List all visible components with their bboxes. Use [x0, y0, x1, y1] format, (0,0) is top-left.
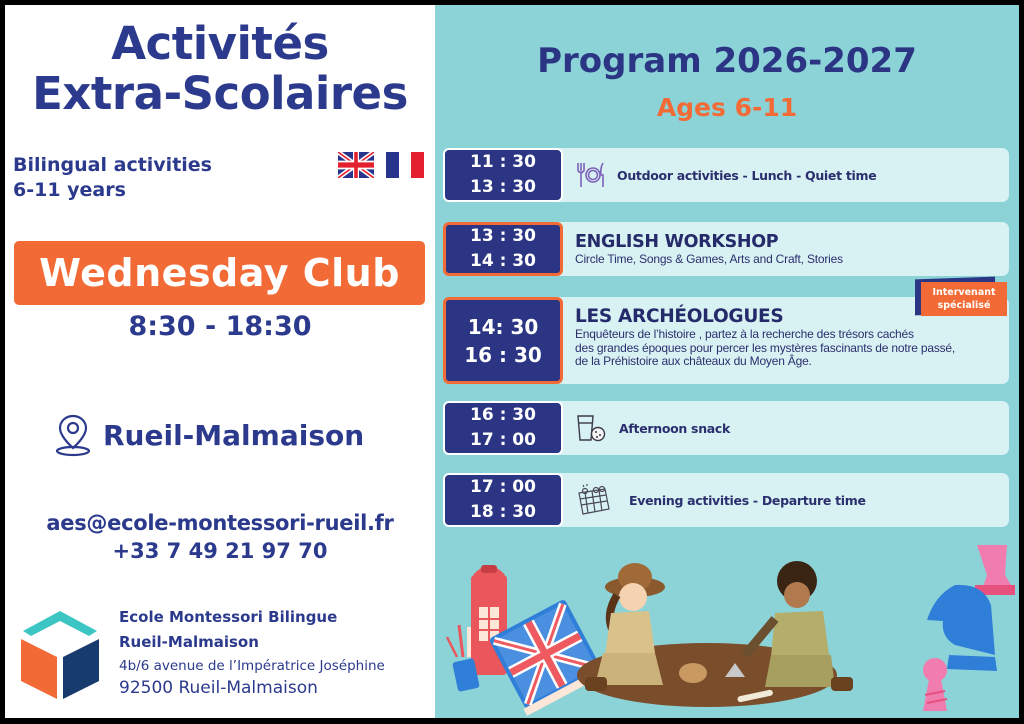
school-name-line-1: Ecole Montessori Bilingue	[119, 608, 338, 626]
right-panel	[435, 5, 1019, 718]
subtitle-line-2: 6-11 years	[13, 179, 126, 201]
schedule-body	[575, 473, 1001, 527]
workshop-description-line-3: de la Préhistoire aux châteaux du Moyen Âge.	[575, 354, 812, 368]
schedule-item-snack	[443, 401, 1009, 455]
plate-cutlery-icon	[575, 160, 607, 190]
title-line-2: Extra-Scolaires	[32, 67, 408, 120]
left-panel	[5, 5, 435, 718]
milk-cookie-icon	[575, 413, 609, 443]
uk-flag-icon	[338, 152, 374, 178]
start-time: 14: 30	[467, 314, 539, 339]
france-flag-icon	[386, 152, 424, 178]
workshop-description: Circle Time, Songs & Games, Arts and Craft, Stories	[575, 252, 843, 267]
school-name-line-2: Rueil-Malmaison	[119, 633, 259, 651]
cube-logo-icon	[19, 609, 101, 701]
map-pin-icon	[55, 413, 91, 457]
location	[55, 413, 364, 457]
workshop-title: ENGLISH WORKSHOP	[575, 232, 779, 253]
time-range	[443, 401, 563, 455]
archaeologists-illustration	[435, 545, 1019, 718]
club-name-badge: Wednesday Club	[14, 241, 425, 305]
program-title: Program 2026-2027	[537, 41, 917, 81]
phone-number[interactable]: +33 7 49 21 97 70	[112, 539, 328, 563]
end-time: 16 : 30	[464, 342, 542, 367]
schedule-item-lunch	[443, 148, 1009, 202]
end-time: 17 : 00	[470, 430, 536, 450]
workshop-description-line-1: Enquêteurs de l’histoire , partez à la recherche des trésors cachés	[575, 327, 914, 341]
time-range	[443, 297, 563, 384]
school-block	[19, 605, 385, 701]
email-link[interactable]: aes@ecole-montessori-rueil.fr	[46, 511, 394, 535]
end-time: 18 : 30	[470, 502, 536, 522]
schedule-item-evening	[443, 473, 1009, 527]
board-game-icon	[575, 483, 611, 517]
subtitle	[13, 153, 212, 203]
program-ages: Ages 6-11	[656, 93, 798, 122]
school-address-line-1: 4b/6 avenue de l’Impératrice Joséphine	[119, 658, 385, 674]
workshop-description-line-2: des grandes époques pour percer les mystères fascinants de notre passé,	[575, 340, 956, 355]
page-title	[5, 19, 435, 119]
time-range	[443, 148, 563, 202]
start-time: 17 : 00	[470, 477, 536, 497]
activity-label: Afternoon snack	[619, 420, 731, 436]
school-address-line-2: 92500 Rueil-Malmaison	[119, 678, 318, 698]
badge-line-1: Intervenant	[932, 287, 996, 298]
badge-box	[921, 282, 1007, 316]
activity-label: Outdoor activities - Lunch - Quiet time	[617, 167, 877, 183]
school-info	[119, 605, 385, 699]
time-range	[443, 473, 563, 527]
end-time: 14 : 30	[470, 251, 536, 271]
schedule-body	[575, 148, 1001, 202]
subtitle-line-1: Bilingual activities	[13, 154, 212, 176]
schedule-body	[575, 222, 1001, 276]
specialist-badge	[921, 282, 1007, 318]
badge-line-2: spécialisé	[937, 300, 991, 311]
chess-pieces-icon	[923, 545, 1015, 711]
workshop-title: LES ARCHÉOLOGUES	[575, 306, 784, 327]
location-text: Rueil-Malmaison	[103, 418, 365, 452]
flyer	[5, 5, 1019, 718]
start-time: 11 : 30	[470, 152, 536, 172]
end-time: 13 : 30	[470, 177, 536, 197]
club-hours: 8:30 - 18:30	[128, 311, 312, 342]
activity-label: Evening activities - Departure time	[629, 492, 866, 508]
language-flags	[338, 152, 424, 178]
start-time: 13 : 30	[470, 226, 536, 246]
start-time: 16 : 30	[470, 405, 536, 425]
schedule-body	[575, 401, 1001, 455]
title-line-1: Activités	[111, 17, 329, 70]
time-range	[443, 222, 563, 276]
contact-info	[5, 509, 435, 565]
schedule-item-english-workshop	[443, 222, 1009, 276]
